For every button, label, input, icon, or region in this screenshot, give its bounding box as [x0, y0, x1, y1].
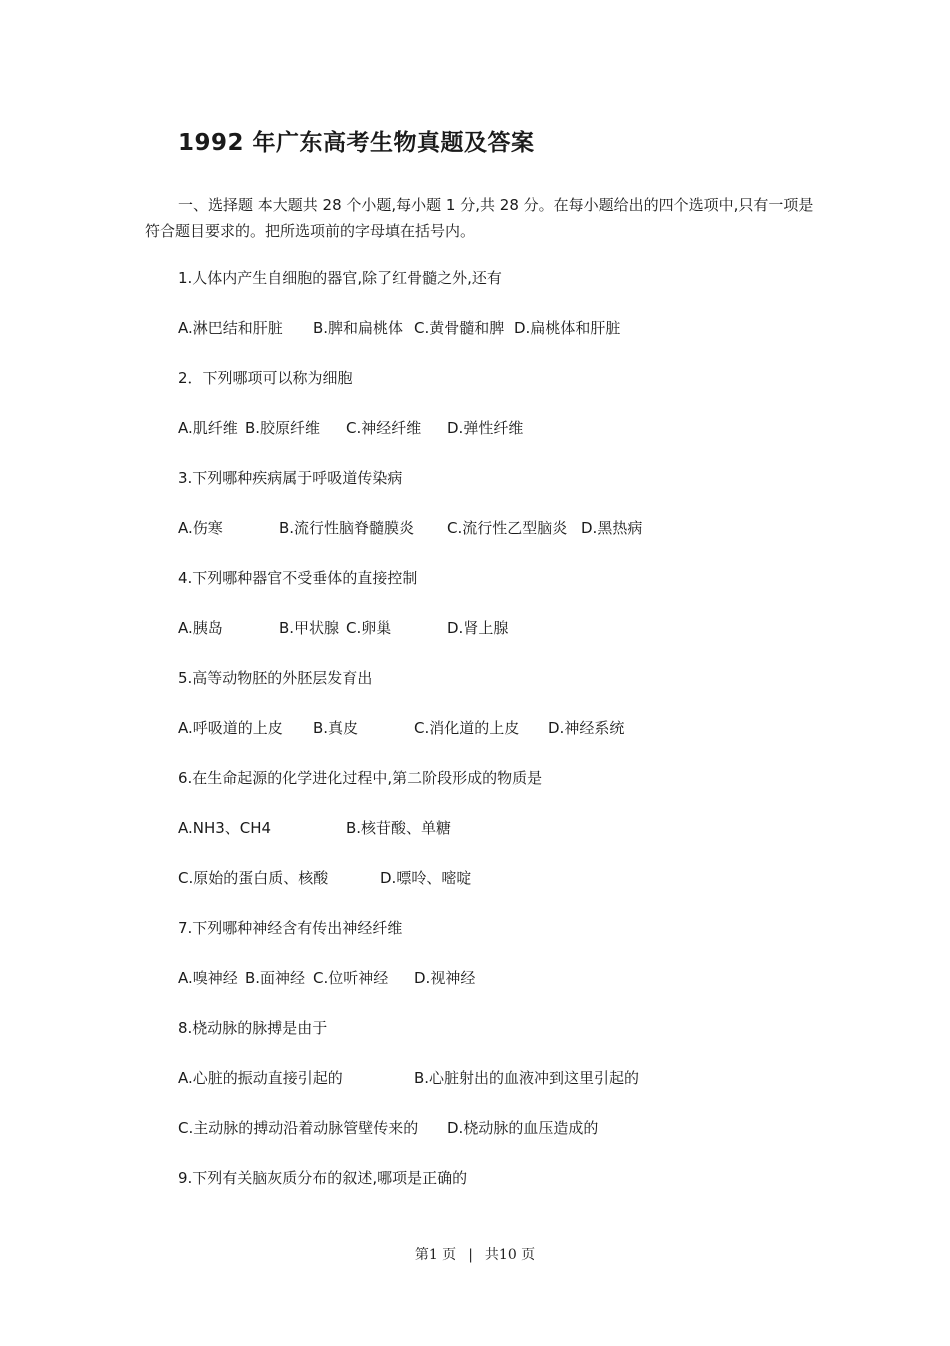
question-1-stem: 1.人体内产生自细胞的器官,除了红骨髓之外,还有 [178, 269, 502, 287]
question-4-option-d: D.肾上腺 [447, 619, 509, 637]
question-3-option-b: B.流行性脑脊髓膜炎 [279, 519, 415, 537]
question-7-option-b: B.面神经 [245, 969, 306, 987]
question-3-option-c: C.流行性乙型脑炎 [447, 519, 568, 537]
question-2-option-b: B.胶原纤维 [245, 419, 321, 437]
question-1-option-c: C.黄骨髓和脾 [414, 319, 505, 337]
question-6-option-d: D.嘌呤、嘧啶 [380, 869, 472, 887]
page-total: 共10 页 [484, 1247, 536, 1263]
question-3-stem: 3.下列哪种疾病属于呼吸道传染病 [178, 469, 403, 487]
question-2-stem: 2．下列哪项可以称为细胞 [178, 369, 353, 387]
page-footer [0, 1244, 950, 1264]
question-7-option-c: C.位听神经 [313, 969, 389, 987]
question-8-stem: 8.桡动脉的脉搏是由于 [178, 1019, 328, 1037]
question-1-option-b: B.脾和扁桃体 [313, 319, 404, 337]
question-7-option-a: A.嗅神经 [178, 969, 238, 987]
question-6-stem: 6.在生命起源的化学进化过程中,第二阶段形成的物质是 [178, 769, 543, 787]
question-1-option-a: A.淋巴结和肝脏 [178, 319, 283, 337]
section-intro: 一、选择题 本大题共 28 个小题,每小题 1 分,共 28 分。在每小题给出的四个选项中,只有一项是符合题目要求的。把所选项前的字母填在括号内。 [145, 196, 814, 240]
question-5-option-b: B.真皮 [313, 719, 359, 737]
question-3-option-a: A.伤寒 [178, 519, 223, 537]
question-2-option-c: C.神经纤维 [346, 419, 422, 437]
question-5-option-a: A.呼吸道的上皮 [178, 719, 283, 737]
question-8-option-d: D.桡动脉的血压造成的 [447, 1119, 599, 1137]
question-4-option-b: B.甲状腺 [279, 619, 340, 637]
question-1-option-d: D.扁桃体和肝脏 [514, 319, 621, 337]
question-7-stem: 7.下列哪种神经含有传出神经纤维 [178, 919, 403, 937]
question-4-option-a: A.胰岛 [178, 619, 223, 637]
question-5-option-c: C.消化道的上皮 [414, 719, 520, 737]
page-title: 1992 年广东高考生物真题及答案 [178, 130, 535, 156]
question-6-option-b: B.核苷酸、单糖 [346, 819, 452, 837]
question-4-option-c: C.卵巢 [346, 619, 392, 637]
footer-separator: | [468, 1247, 473, 1263]
question-8-option-a: A.心脏的振动直接引起的 [178, 1069, 343, 1087]
question-2-option-a: A.肌纤维 [178, 419, 238, 437]
question-4-stem: 4.下列哪种器官不受垂体的直接控制 [178, 569, 418, 587]
question-5-stem: 5.高等动物胚的外胚层发育出 [178, 669, 373, 687]
question-9-stem: 9.下列有关脑灰质分布的叙述,哪项是正确的 [178, 1169, 468, 1187]
question-6-option-a: A.NH3、CH4 [178, 819, 272, 837]
question-8-option-b: B.心脏射出的血液冲到这里引起的 [414, 1069, 640, 1087]
question-7-option-d: D.视神经 [414, 969, 476, 987]
question-2-option-d: D.弹性纤维 [447, 419, 524, 437]
question-3-option-d: D.黑热病 [581, 519, 643, 537]
question-8-option-c: C.主动脉的搏动沿着动脉管壁传来的 [178, 1119, 419, 1137]
question-5-option-d: D.神经系统 [548, 719, 625, 737]
page-number: 第1 页 [414, 1247, 457, 1263]
question-6-option-c: C.原始的蛋白质、核酸 [178, 869, 329, 887]
